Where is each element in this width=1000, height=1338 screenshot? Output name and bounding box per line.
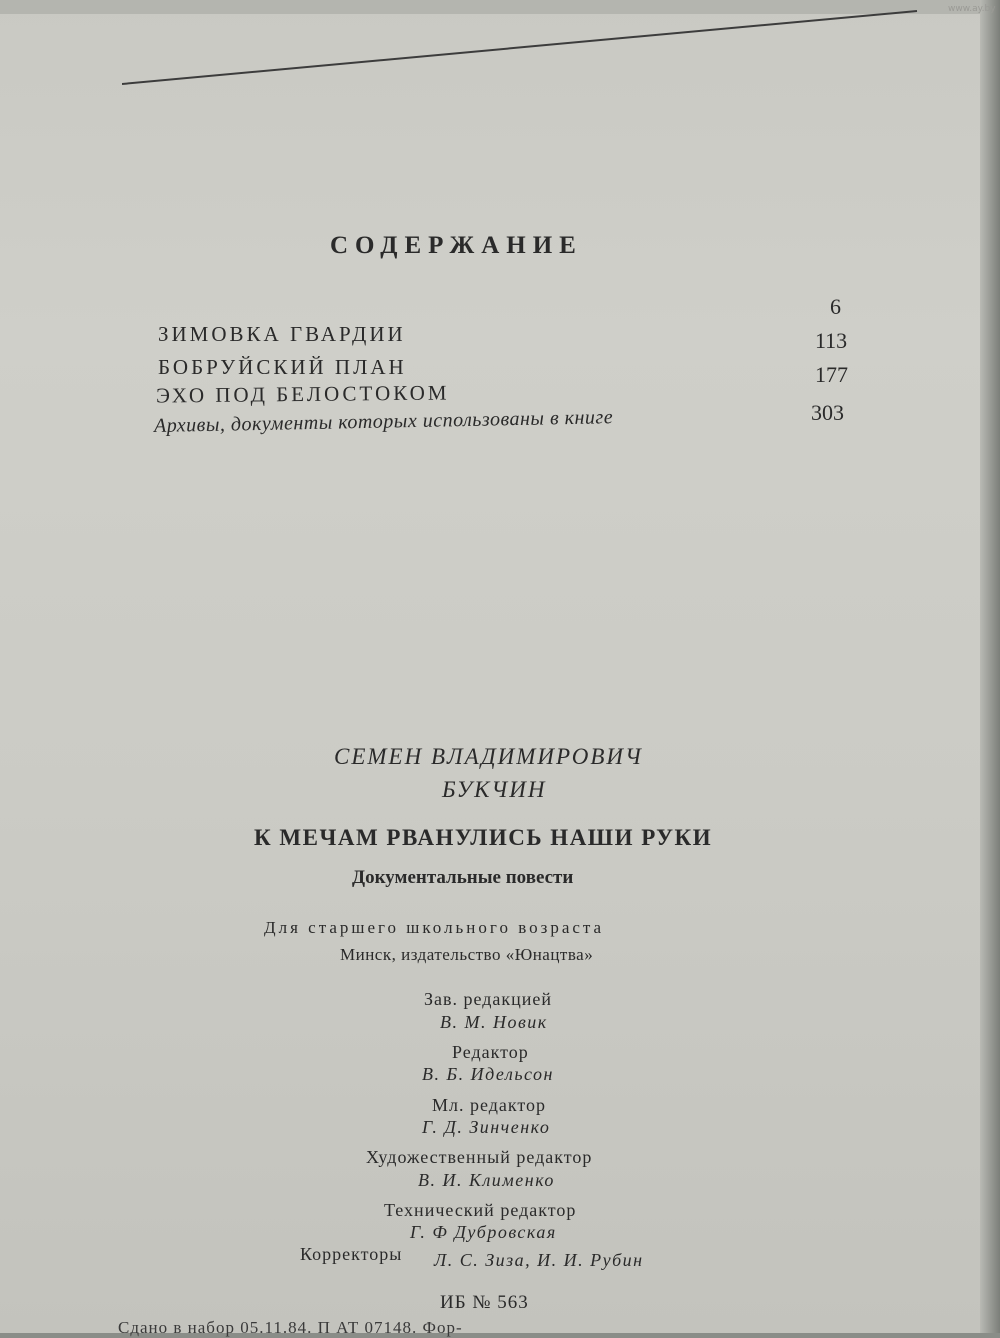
correctors-names: Л. С. Зиза, И. И. Рубин <box>434 1250 644 1270</box>
staff-name: В. Б. Идельсон <box>422 1064 554 1084</box>
author-last-name: БУКЧИН <box>442 777 547 802</box>
publisher-line: Минск, издательство «Юнацтва» <box>340 945 594 964</box>
book-subtitle: Документальные повести <box>352 867 574 888</box>
author-first-name: СЕМЕН ВЛАДИМИРОВИЧ <box>334 744 643 769</box>
top-rule-line <box>122 0 922 90</box>
correctors-label: Корректоры <box>300 1244 403 1264</box>
staff-role: Художественный редактор <box>366 1147 593 1167</box>
toc-first-page-number: 6 <box>830 294 841 319</box>
staff-role: Зав. редакцией <box>424 989 553 1009</box>
ib-number: ИБ № 563 <box>440 1292 529 1313</box>
staff-name: В. М. Новик <box>440 1012 548 1032</box>
toc-entry-title: ЭХО ПОД БЕЛОСТОКОМ <box>155 380 450 408</box>
book-title: К МЕЧАМ РВАНУЛИСЬ НАШИ РУКИ <box>254 825 713 850</box>
staff-role: Редактор <box>452 1042 529 1062</box>
audience-line: Для старшего школьного возраста <box>264 918 605 937</box>
toc-entry-page: 113 <box>815 328 848 353</box>
staff-role: Технический редактор <box>384 1200 577 1220</box>
watermark: www.ay.by <box>948 4 996 14</box>
staff-role: Мл. редактор <box>432 1095 547 1115</box>
contents-heading: СОДЕРЖАНИЕ <box>330 232 583 259</box>
toc-entry-title: БОБРУЙСКИЙ ПЛАН <box>158 355 407 379</box>
print-details-line: Сдано в набор 05.11.84. П АТ 07148. Фор- <box>118 1318 463 1337</box>
page-edge-shadow <box>980 0 1000 1333</box>
archives-note: Архивы, документы которых использованы в книге <box>153 406 614 437</box>
toc-entry-title: ЗИМОВКА ГВАРДИИ <box>158 322 406 346</box>
staff-name: Г. Ф Дубровская <box>410 1222 557 1242</box>
toc-entry-page: 177 <box>815 362 848 387</box>
staff-name: В. И. Клименко <box>418 1170 555 1190</box>
staff-name: Г. Д. Зинченко <box>422 1117 551 1137</box>
toc-entry-page: 303 <box>811 400 844 425</box>
